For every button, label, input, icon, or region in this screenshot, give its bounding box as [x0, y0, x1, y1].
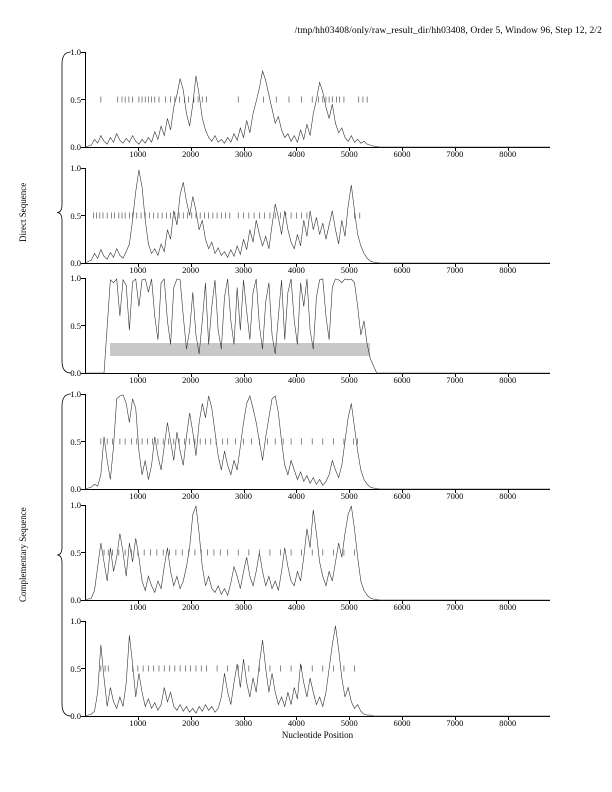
x-tick-label: 2000	[182, 718, 200, 728]
group-brace	[57, 52, 71, 373]
y-tick-label: 1.0	[70, 273, 81, 283]
x-axis-label: Nucleotide Position	[281, 730, 354, 740]
x-tick-label: 3000	[235, 149, 253, 159]
series-plot	[85, 394, 550, 489]
y-tick-label: 0.5	[70, 320, 81, 331]
group-label-direct: Direct Sequence	[18, 182, 28, 243]
x-tick-label: 1000	[129, 265, 147, 275]
x-tick-label: 2000	[182, 149, 200, 159]
y-tick-label: 1.0	[70, 500, 81, 510]
data-series-line	[85, 395, 380, 489]
series-plot	[85, 621, 550, 716]
plot-panel-5	[70, 500, 550, 612]
x-tick-label: 3000	[235, 491, 253, 501]
x-tick-label: 8000	[499, 602, 517, 612]
plot-panel-2	[70, 163, 550, 275]
data-series-line	[85, 506, 380, 600]
data-series-line	[85, 626, 380, 716]
series-plot	[85, 505, 550, 600]
y-tick-label: 0.0	[70, 142, 81, 152]
group-brace	[57, 394, 71, 716]
y-tick-label: 0.0	[70, 258, 81, 268]
x-tick-label: 8000	[499, 718, 517, 728]
x-tick-label: 6000	[393, 602, 411, 612]
y-tick-label: 0.5	[70, 94, 81, 105]
x-tick-label: 4000	[287, 149, 305, 159]
x-tick-label: 7000	[446, 491, 464, 501]
x-tick-label: 3000	[235, 265, 253, 275]
x-tick-label: 6000	[393, 375, 411, 385]
x-tick-label: 2000	[182, 491, 200, 501]
x-tick-label: 8000	[499, 265, 517, 275]
x-tick-label: 1000	[129, 149, 147, 159]
y-tick-label: 0.5	[70, 210, 81, 221]
x-tick-label: 2000	[182, 375, 200, 385]
x-tick-label: 8000	[499, 375, 517, 385]
x-tick-label: 5000	[340, 149, 358, 159]
y-tick-label: 1.0	[70, 163, 81, 173]
x-tick-label: 6000	[393, 491, 411, 501]
x-tick-label: 7000	[446, 718, 464, 728]
y-tick-label: 0.5	[70, 547, 81, 558]
x-tick-label: 4000	[287, 375, 305, 385]
x-tick-label: 4000	[287, 718, 305, 728]
x-tick-label: 1000	[129, 491, 147, 501]
plot-panel-3	[70, 273, 550, 385]
figure-title: /tmp/hh03408/only/raw_result_dir/hh03408, Order 5, Window 96, Step 12, 2/2	[294, 26, 602, 36]
x-tick-label: 5000	[340, 265, 358, 275]
series-plot	[85, 52, 550, 147]
plot-panel-1	[70, 47, 550, 159]
x-tick-label: 2000	[182, 602, 200, 612]
y-tick-label: 0.0	[70, 368, 81, 378]
x-tick-label: 4000	[287, 265, 305, 275]
x-tick-label: 3000	[235, 718, 253, 728]
x-tick-label: 7000	[446, 265, 464, 275]
x-tick-label: 7000	[446, 149, 464, 159]
series-plot	[85, 168, 550, 263]
x-tick-label: 8000	[499, 149, 517, 159]
series-plot	[85, 278, 550, 373]
y-tick-label: 0.0	[70, 595, 81, 605]
x-tick-label: 3000	[235, 375, 253, 385]
x-tick-label: 5000	[340, 491, 358, 501]
x-tick-label: 7000	[446, 375, 464, 385]
x-tick-label: 6000	[393, 265, 411, 275]
data-series-line	[104, 279, 377, 373]
x-tick-label: 4000	[287, 491, 305, 501]
y-tick-label: 1.0	[70, 616, 81, 626]
y-tick-label: 0.0	[70, 711, 81, 721]
plot-panel-6	[70, 616, 550, 740]
y-tick-label: 1.0	[70, 47, 81, 57]
x-tick-label: 1000	[129, 375, 147, 385]
x-tick-label: 6000	[393, 718, 411, 728]
x-tick-label: 4000	[287, 602, 305, 612]
x-tick-label: 3000	[235, 602, 253, 612]
x-tick-label: 1000	[129, 718, 147, 728]
x-tick-label: 5000	[340, 718, 358, 728]
x-tick-label: 5000	[340, 375, 358, 385]
x-tick-label: 8000	[499, 491, 517, 501]
group-label-complementary: Complementary Sequence	[18, 507, 28, 603]
x-tick-label: 5000	[340, 602, 358, 612]
x-tick-label: 7000	[446, 602, 464, 612]
x-tick-label: 1000	[129, 602, 147, 612]
y-tick-label: 0.0	[70, 484, 81, 494]
y-tick-label: 0.5	[70, 436, 81, 447]
x-tick-label: 2000	[182, 265, 200, 275]
y-tick-label: 1.0	[70, 389, 81, 399]
y-tick-label: 0.5	[70, 663, 81, 674]
plot-panel-4	[70, 389, 550, 501]
data-series-line	[85, 71, 380, 147]
x-tick-label: 6000	[393, 149, 411, 159]
